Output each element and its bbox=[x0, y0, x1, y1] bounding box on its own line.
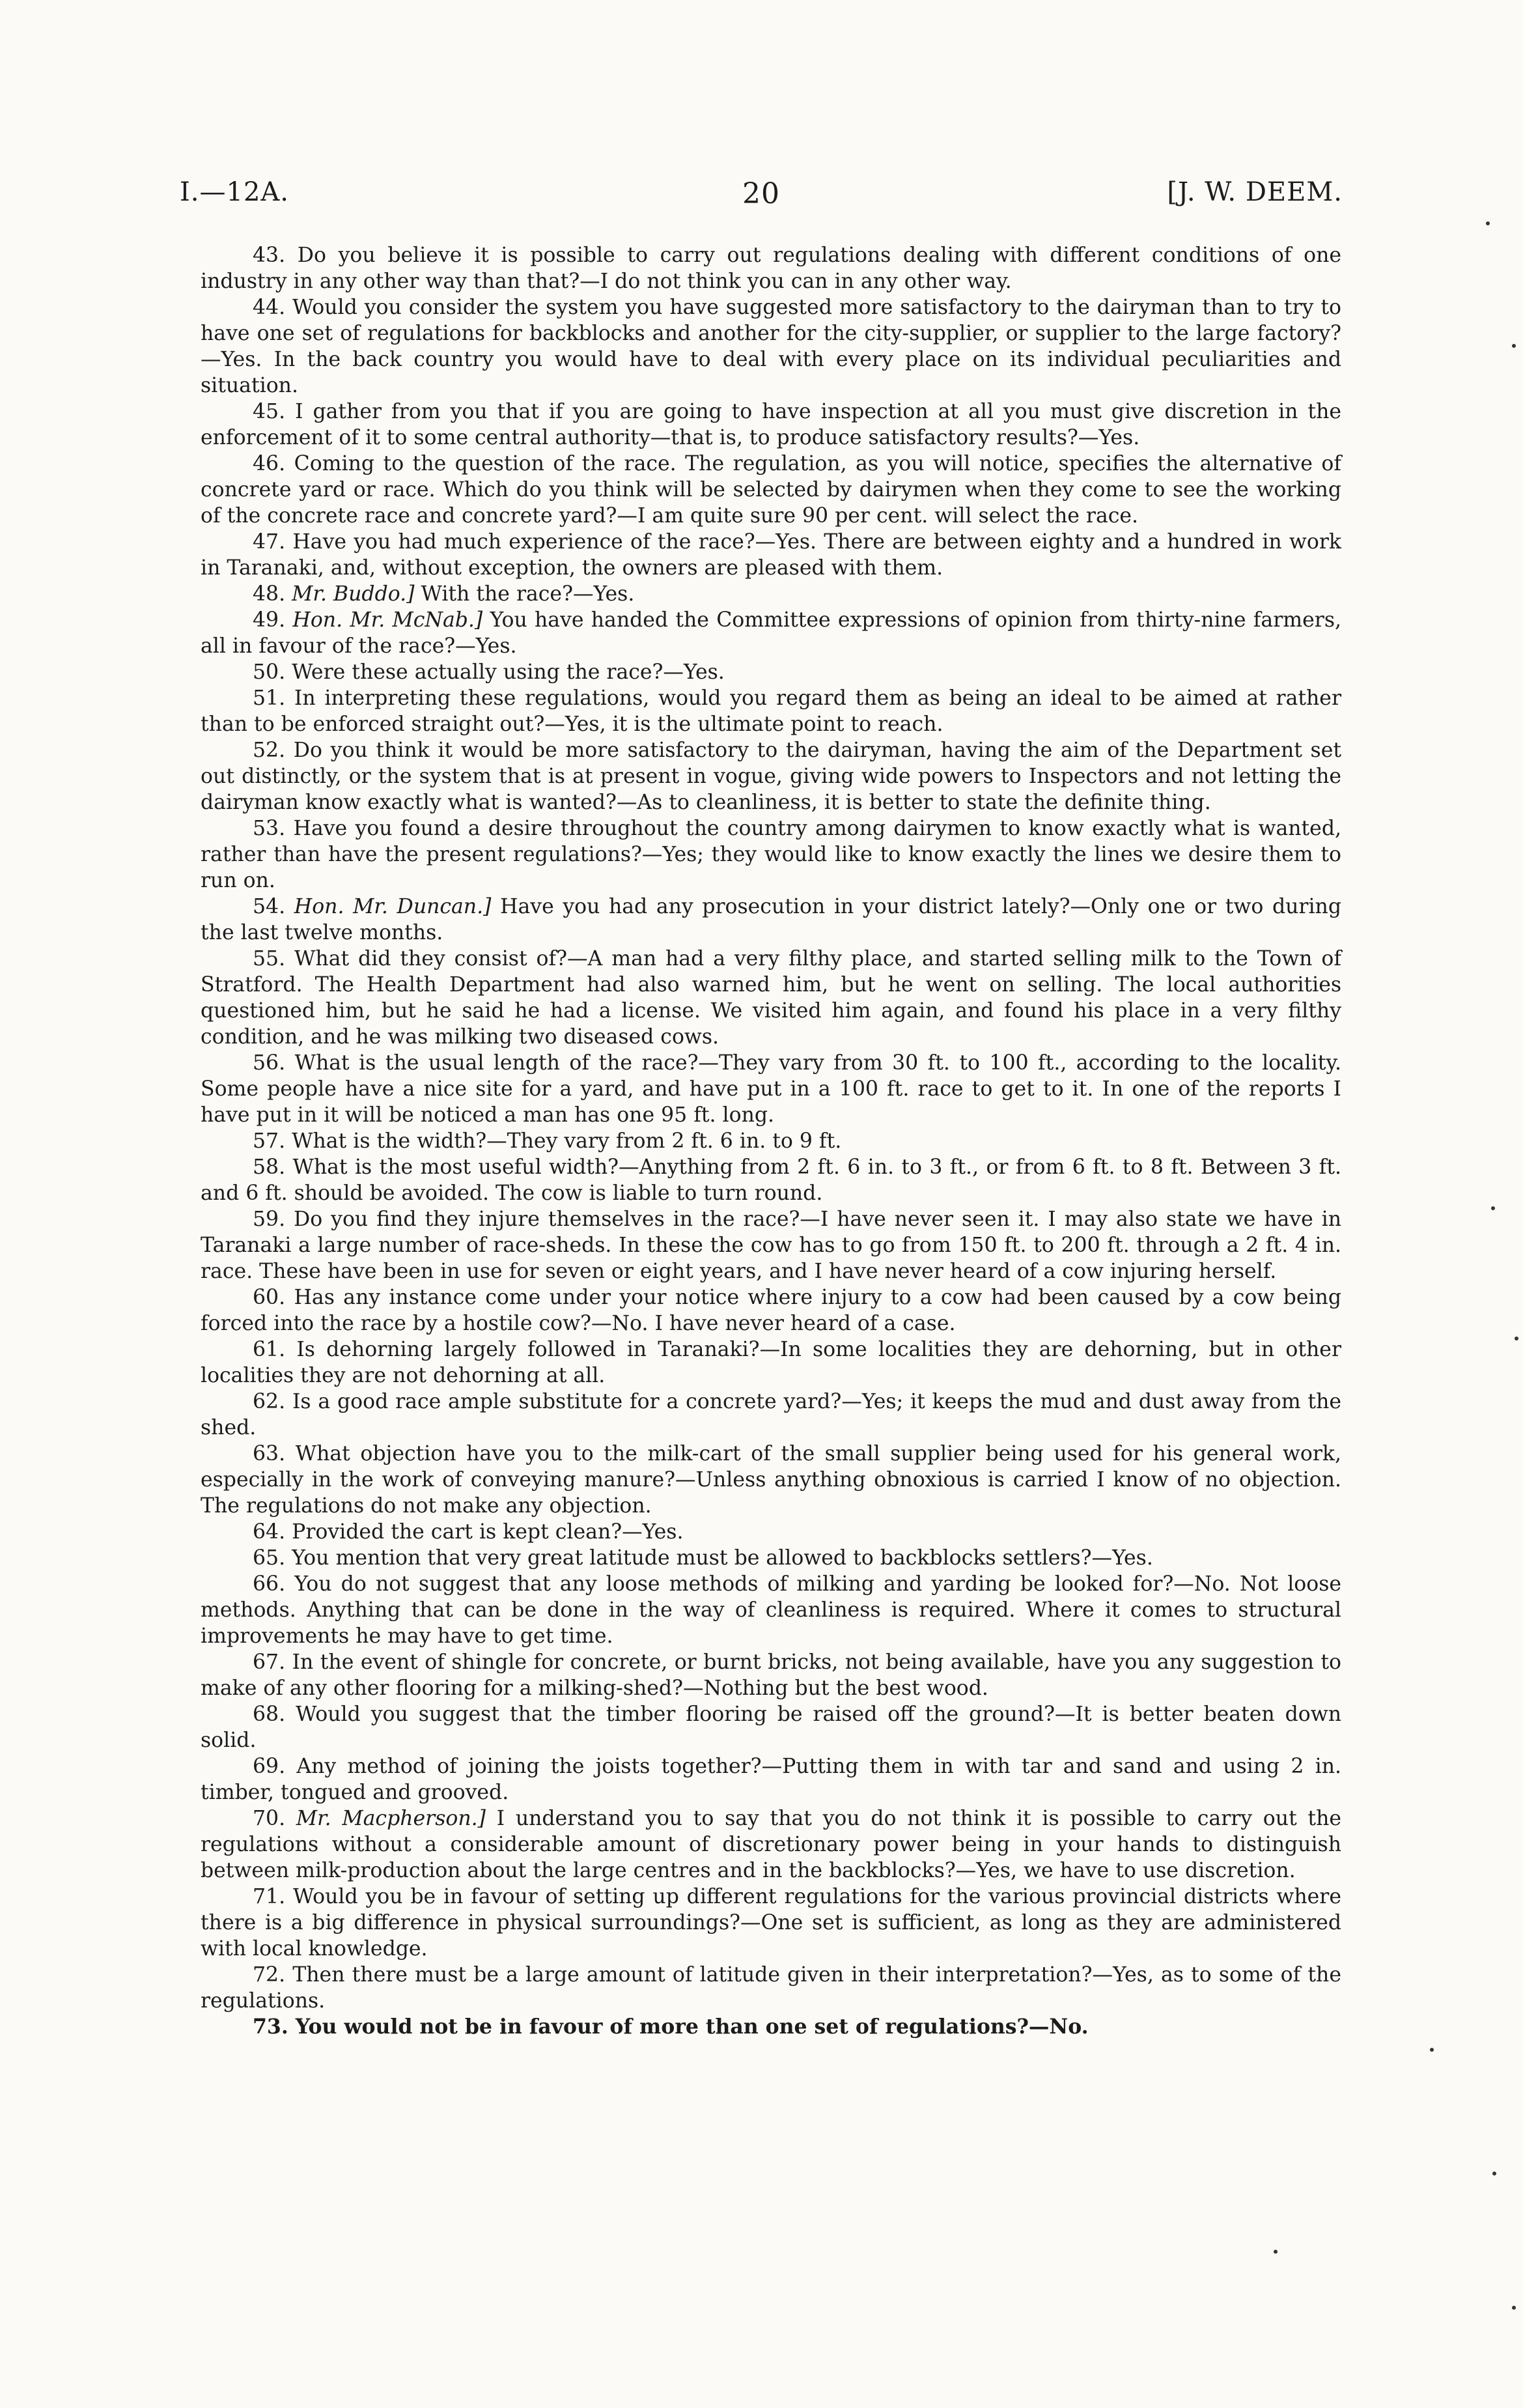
question-number: 62. bbox=[253, 1390, 286, 1413]
question-number: 65. bbox=[253, 1546, 286, 1570]
question-paragraph bbox=[201, 659, 1341, 685]
question-number: 59. bbox=[253, 1208, 286, 1231]
question-number: 55. bbox=[253, 947, 286, 970]
scan-speck bbox=[1430, 2048, 1434, 2052]
question-paragraph bbox=[201, 1337, 1341, 1389]
question-text: Do you believe it is possible to carry out regulations dealing with different conditions of one industry in any other way than that?—I do not think you can in any other way. bbox=[201, 244, 1342, 293]
question-text: You do not suggest that any loose methods of milking and yarding be looked for?—No. Not loose methods. Anything that can be done in the way of cleanliness is required. Where it comes to structural improvements he may have to get time. bbox=[201, 1572, 1341, 1648]
question-number: 68. bbox=[253, 1703, 286, 1726]
question-paragraph bbox=[201, 1753, 1341, 1806]
scan-speck bbox=[1491, 1206, 1495, 1210]
question-number: 63. bbox=[253, 1442, 286, 1466]
question-number: 60. bbox=[253, 1286, 286, 1309]
question-text: Have you had any prosecution in your district lately?—Only one or two during the last twelve months. bbox=[201, 895, 1342, 944]
question-paragraph bbox=[201, 451, 1341, 529]
question-text: In the event of shingle for concrete, or burnt bricks, not being available, have you any suggestion to make of any other flooring for a milking-shed?—Nothing but the best wood. bbox=[201, 1650, 1342, 1700]
question-paragraph bbox=[201, 1050, 1341, 1128]
question-number: 64. bbox=[253, 1520, 286, 1544]
question-number: 53. bbox=[253, 817, 286, 840]
scan-speck bbox=[1492, 2172, 1496, 2175]
question-paragraph bbox=[201, 1441, 1341, 1519]
question-number: 47. bbox=[253, 530, 286, 554]
question-number: 49. bbox=[253, 608, 286, 632]
question-number: 70. bbox=[253, 1807, 286, 1830]
question-text: I understand you to say that you do not think it is possible to carry out the regulations without a considerable amount of discretionary power being in your hands to distinguish between milk-production about the large centres and in the backblocks?—Yes, we have to use discretion. bbox=[201, 1807, 1342, 1882]
witness-name: [J. W. DEEM. bbox=[1167, 177, 1343, 207]
question-paragraph bbox=[201, 815, 1341, 894]
question-paragraph bbox=[201, 1571, 1341, 1649]
question-text: Any method of joining the joists together?—Putting them in with tar and sand and using 2 in. timber, tongued and grooved. bbox=[201, 1755, 1342, 1804]
question-number: 46. bbox=[253, 452, 286, 475]
paper-reference: I.—12A. bbox=[180, 177, 290, 207]
question-text: Were these actually using the race?—Yes. bbox=[292, 660, 725, 684]
question-number: 69. bbox=[253, 1755, 286, 1778]
question-text: You would not be in favour of more than one set of regulations?—No. bbox=[295, 2015, 1089, 2039]
question-paragraph bbox=[201, 894, 1341, 946]
question-number: 52. bbox=[253, 739, 286, 762]
transcript-body bbox=[201, 242, 1341, 2040]
question-paragraph bbox=[201, 685, 1341, 737]
question-number: 71. bbox=[253, 1885, 286, 1908]
question-text: Have you had much experience of the race?—Yes. There are between eighty and a hundred in work in Taranaki, and, without exception, the owners are pleased with them. bbox=[201, 530, 1341, 580]
question-paragraph bbox=[201, 1545, 1341, 1571]
question-text: You have handed the Committee expressions of opinion from thirty-nine farmers, all in favour of the race?—Yes. bbox=[201, 608, 1341, 658]
question-text: You mention that very great latitude must be allowed to backblocks settlers?—Yes. bbox=[292, 1546, 1153, 1570]
scan-speck bbox=[1512, 2306, 1516, 2310]
question-paragraph bbox=[201, 399, 1341, 451]
question-text: What is the most useful width?—Anything from 2 ft. 6 in. to 3 ft., or from 6 ft. to 8 ft. Between 3 ft. and 6 ft. should be avoided. The cow is liable to turn round. bbox=[201, 1155, 1342, 1205]
question-number: 54. bbox=[253, 895, 286, 918]
question-number: 72. bbox=[253, 1963, 286, 1987]
question-text: What objection have you to the milk-cart of the small supplier being used for his general work, especially in the work of conveying manure?—Unless anything obnoxious is carried I know of no objection. The regulations do not make any objection. bbox=[201, 1442, 1341, 1518]
question-paragraph bbox=[201, 607, 1341, 659]
question-text: What did they consist of?—A man had a very filthy place, and started selling milk to the Town of Stratford. The Health Department had also warned him, but he went on selling. The local authorities questioned him, but he said he had a license. We visited him again, and found his place in a very filthy condition, and he was milking two diseased cows. bbox=[201, 947, 1342, 1049]
question-text: Do you think it would be more satisfactory to the dairyman, having the aim of the Department set out distinctly, or the system that is at present in vogue, giving wide powers to Inspectors and not letting the dairyman know exactly what is wanted?—As to cleanliness, it is better to state the definite thing. bbox=[201, 739, 1342, 814]
question-paragraph bbox=[201, 1701, 1341, 1753]
question-text: Do you find they injure themselves in the race?—I have never seen it. I may also state we have in Taranaki a large number of race-sheds. In these the cow has to go from 150 ft. to 200 ft. through a 2 ft. 4 in. race. These have been in use for seven or eight years, and I have never heard of a cow injuring herself. bbox=[201, 1208, 1342, 1283]
question-number: 73. bbox=[253, 2015, 288, 2039]
question-paragraph bbox=[201, 581, 1341, 607]
question-number: 50. bbox=[253, 660, 286, 684]
scan-speck bbox=[1512, 344, 1516, 348]
question-number: 67. bbox=[253, 1650, 286, 1674]
question-text: I gather from you that if you are going to have inspection at all you must give discretion in the enforcement of it to some central authority—that is, to produce satisfactory results?—Yes. bbox=[201, 400, 1342, 449]
question-paragraph bbox=[201, 946, 1341, 1050]
question-paragraph bbox=[201, 1389, 1341, 1441]
question-text: In interpreting these regulations, would you regard them as being an ideal to be aimed at rather than to be enforced straight out?—Yes, it is the ultimate point to reach. bbox=[201, 687, 1342, 736]
question-text: Is a good race ample substitute for a concrete yard?—Yes; it keeps the mud and dust away from the shed. bbox=[201, 1390, 1341, 1439]
speaker-name: Mr. Buddo.] bbox=[292, 582, 415, 606]
question-number: 66. bbox=[253, 1572, 286, 1596]
question-text: What is the usual length of the race?—They vary from 30 ft. to 100 ft., according to the locality. Some people have a nice site for a yard, and have put in a 100 ft. race to get to it. In one of the reports I have put in it will be noticed a man has one 95 ft. long. bbox=[201, 1051, 1341, 1127]
question-number: 45. bbox=[253, 400, 286, 423]
question-paragraph bbox=[201, 1806, 1341, 1884]
question-number: 44. bbox=[253, 296, 286, 319]
question-paragraph bbox=[201, 2014, 1341, 2040]
speaker-name: Hon. Mr. McNab.] bbox=[292, 608, 483, 632]
speaker-name: Hon. Mr. Duncan.] bbox=[294, 895, 492, 918]
question-text: Provided the cart is kept clean?—Yes. bbox=[292, 1520, 684, 1544]
question-paragraph bbox=[201, 1128, 1341, 1154]
question-text: What is the width?—They vary from 2 ft. 6 in. to 9 ft. bbox=[292, 1129, 842, 1153]
question-text: Then there must be a large amount of latitude given in their interpretation?—Yes, as to some of the regulations. bbox=[201, 1963, 1341, 2013]
question-number: 57. bbox=[253, 1129, 286, 1153]
question-paragraph bbox=[201, 529, 1341, 581]
question-number: 58. bbox=[253, 1155, 286, 1179]
question-paragraph bbox=[201, 737, 1341, 815]
speaker-name: Mr. Macpherson.] bbox=[296, 1807, 486, 1830]
question-number: 43. bbox=[253, 244, 286, 267]
question-number: 51. bbox=[253, 687, 286, 710]
question-paragraph bbox=[201, 1206, 1341, 1284]
question-paragraph bbox=[201, 242, 1341, 294]
question-text: Is dehorning largely followed in Taranaki?—In some localities they are dehorning, but in other localities they are not dehorning at all. bbox=[201, 1338, 1342, 1387]
scan-speck bbox=[1486, 221, 1490, 225]
scan-speck bbox=[1274, 2250, 1278, 2254]
question-paragraph bbox=[201, 1284, 1341, 1337]
question-paragraph bbox=[201, 1962, 1341, 2014]
question-number: 56. bbox=[253, 1051, 286, 1075]
page-header bbox=[180, 177, 1343, 216]
question-number: 61. bbox=[253, 1338, 286, 1361]
scan-speck bbox=[1515, 1337, 1518, 1340]
question-paragraph bbox=[201, 1154, 1341, 1206]
question-text: With the race?—Yes. bbox=[421, 582, 635, 606]
question-text: Have you found a desire throughout the country among dairymen to know exactly what is wanted, rather than have the present regulations?—Yes; they would like to know exactly the lines we desire them to run on. bbox=[201, 817, 1342, 892]
question-text: Would you suggest that the timber flooring be raised off the ground?—It is better beaten down solid. bbox=[201, 1703, 1341, 1752]
question-number: 48. bbox=[253, 582, 286, 606]
question-text: Would you be in favour of setting up different regulations for the various provincial districts where there is a big difference in physical surroundings?—One set is sufficient, as long as they are administered with local knowledge. bbox=[201, 1885, 1342, 1961]
question-text: Would you consider the system you have suggested more satisfactory to the dairyman than to try to have one set of regulations for backblocks and another for the city-supplier, or supplier to the large factory?—Yes. In the back country you would have to deal with every place on its individual peculiarities and situation. bbox=[201, 296, 1341, 397]
question-paragraph bbox=[201, 1519, 1341, 1545]
question-text: Has any instance come under your notice where injury to a cow had been caused by a cow being forced into the race by a hostile cow?—No. I have never heard of a case. bbox=[201, 1286, 1341, 1335]
question-text: Coming to the question of the race. The regulation, as you will notice, specifies the alternative of concrete yard or race. Which do you think will be selected by dairymen when they come to see the working of the concrete race and concrete yard?—I am quite sure 90 per cent. will select the race. bbox=[201, 452, 1341, 528]
question-paragraph bbox=[201, 294, 1341, 399]
page-number: 20 bbox=[742, 177, 780, 210]
question-paragraph bbox=[201, 1884, 1341, 1962]
question-paragraph bbox=[201, 1649, 1341, 1701]
